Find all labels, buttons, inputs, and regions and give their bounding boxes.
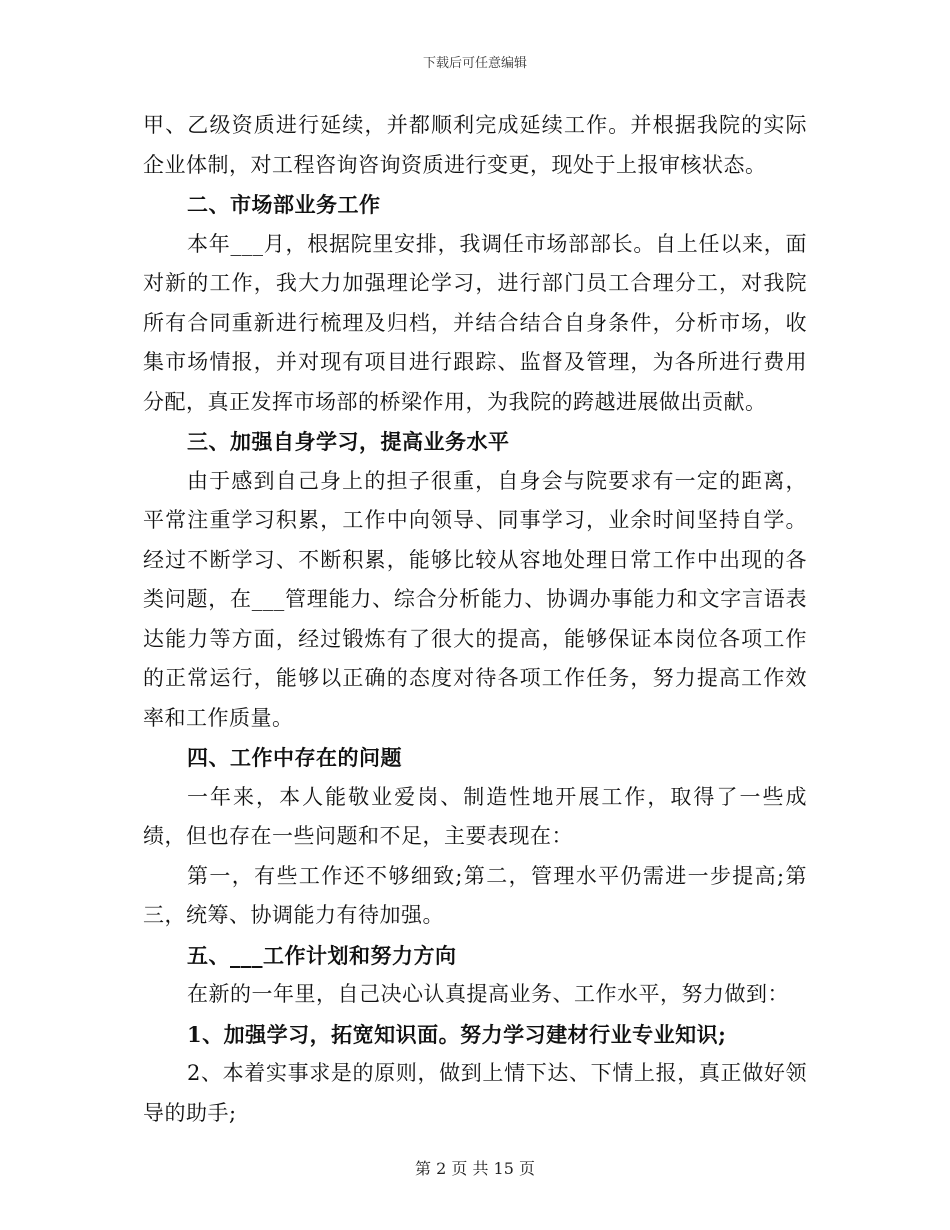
plan-item-2: 2、本着实事求是的原则，做到上情下达、下情上报，真正做好领导的助手; — [143, 1061, 807, 1125]
page-number-footer: 第 2 页 共 15 页 — [415, 1159, 535, 1178]
paragraph-problems-intro: 一年来，本人能敬业爱岗、制造性地开展工作，取得了一些成绩，但也存在一些问题和不足，主要表现在： — [143, 784, 807, 848]
section-heading-market-work: 二、市场部业务工作 — [187, 192, 381, 217]
paragraph-qualification: 甲、乙级资质进行延续，并都顺利完成延续工作。并根据我院的实际企业体制，对工程咨询咨询资质进行变更，现处于上报审核状态。 — [143, 113, 807, 177]
section-heading-problems: 四、工作中存在的问题 — [187, 745, 402, 770]
document-body — [143, 106, 807, 1133]
plan-item-1: 1、加强学习，拓宽知识面。努力学习建材行业专业知识; — [187, 1021, 727, 1047]
section-heading-plan: 五、___工作计划和努力方向 — [187, 942, 457, 968]
paragraph-plan-intro: 在新的一年里，自己决心认真提高业务、工作水平，努力做到： — [187, 982, 789, 1006]
paragraph-problems-list: 第一，有些工作还不够细致;第二，管理水平仍需进一步提高;第三，统筹、协调能力有待加强。 — [143, 863, 807, 927]
section-heading-self-study: 三、加强自身学习，提高业务水平 — [187, 429, 510, 454]
page-header: 下载后可任意编辑 — [422, 56, 527, 71]
paragraph-market-work: 本年___月，根据院里安排，我调任市场部部长。自上任以来，面对新的工作，我大力加强理论学习，进行部门员工合理分工，对我院所有合同重新进行梳理及归档，并结合结合自身条件，分析市场，收集市场情报，并对现有项目进行跟踪、监督及管理，为各所进行费用分配，真正发挥市场部的桥梁作用，为我院的跨越进展做出贡献。 — [143, 231, 807, 414]
paragraph-self-study: 由于感到自己身上的担子很重，自身会与院要求有一定的距离，平常注重学习积累，工作中向领导、同事学习，业余时间坚持自学。经过不断学习、不断积累，能够比较从容地处理日常工作中出现的各类问题，在___管理能力、综合分析能力、协调办事能力和文字言语表达能力等方面，经过锻炼有了很大的提高，能够保证本岗位各项工作的正常运行，能够以正确的态度对待各项工作任务，努力提高工作效率和工作质量。 — [143, 468, 807, 730]
